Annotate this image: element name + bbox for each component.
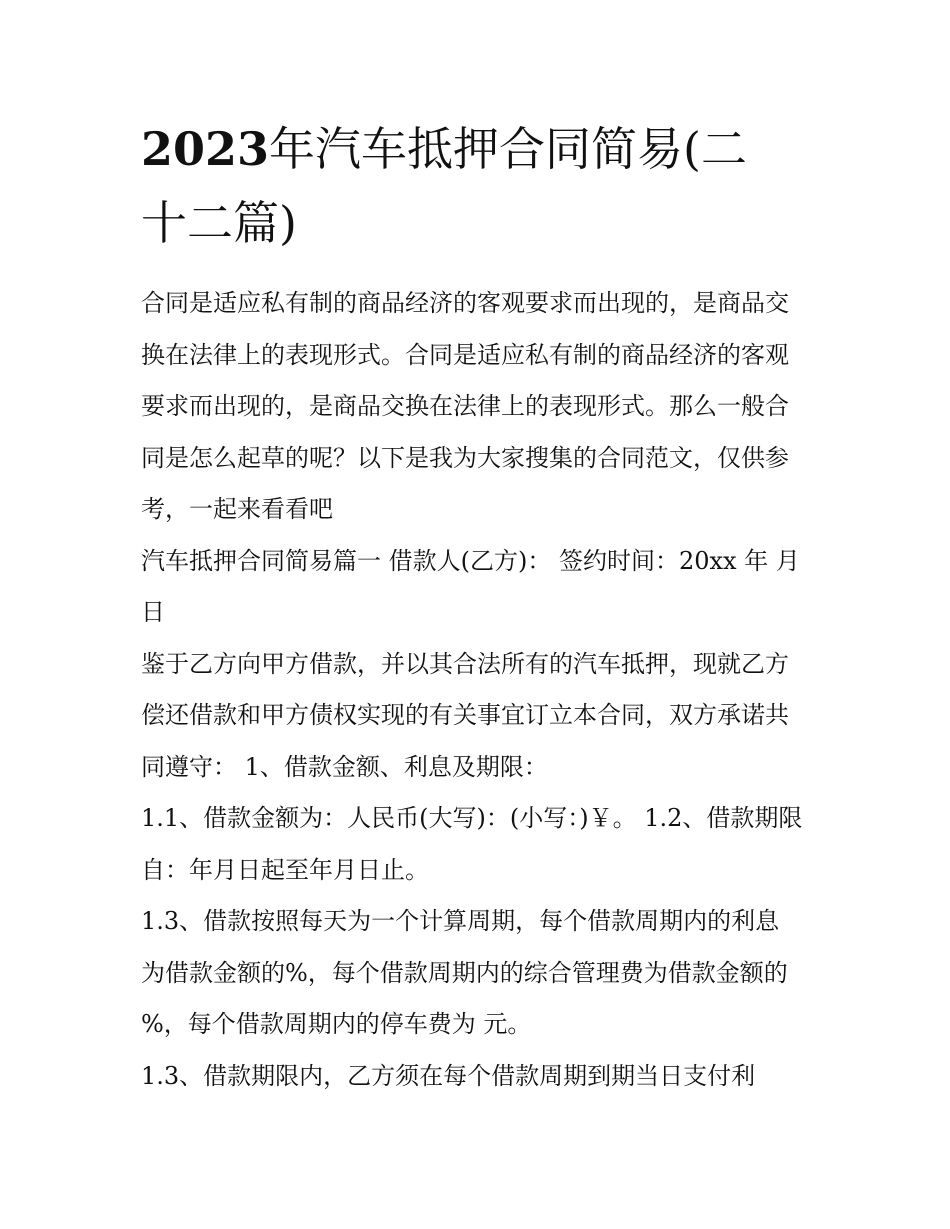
paragraph-preamble: [141, 639, 821, 794]
text-line: 鉴于乙方向甲方借款，并以其合法所有的汽车抵押，现就乙方: [141, 649, 789, 678]
text-line: 同遵守： 1、借款金额、利息及期限：: [141, 752, 548, 781]
title-line-1: [141, 112, 821, 186]
text-line: 偿还借款和甲方债权实现的有关事宜订立本合同，双方承诺共: [141, 701, 789, 729]
paragraph-clause-1-1: [141, 793, 821, 896]
title-year: 2023: [141, 122, 270, 176]
text-line: 要求而出现的，是商品交换在法律上的表现形式。那么一般合: [141, 392, 789, 420]
text-line: 汽车抵押合同简易篇一 借款人(乙方)： 签约时间：20xx 年 月: [141, 546, 800, 575]
text-line: 为借款金额的%，每个借款周期内的综合管理费为借款金额的: [141, 958, 788, 987]
title-line-2: 十二篇): [141, 196, 297, 250]
text-line: 日: [141, 598, 165, 626]
text-line: 考，一起来看看吧: [141, 495, 333, 523]
text-line: 自：年月日起至年月日止。: [141, 855, 429, 884]
text-line: 合同是适应私有制的商品经济的客观要求而出现的，是商品交: [141, 289, 789, 317]
paragraph-section-header: [141, 536, 821, 639]
text-line: 1.1、借款金额为：人民币(大写)：(小写：)￥。 1.2、借款期限: [141, 804, 803, 832]
document-body: [141, 278, 821, 1102]
text-line: 换在法律上的表现形式。合同是适应私有制的商品经济的客观: [141, 340, 789, 369]
paragraph-clause-1-3: [141, 896, 821, 1051]
document-title: [141, 112, 821, 260]
title-text-1: 年汽车抵押合同简易(二: [269, 122, 747, 176]
paragraph-intro: [141, 278, 821, 536]
text-line: 1.3、借款按照每天为一个计算周期，每个借款周期内的利息: [141, 907, 780, 935]
text-line: 同是怎么起草的呢？以下是我为大家搜集的合同范文，仅供参: [141, 443, 789, 472]
text-line: 1.3、借款期限内，乙方须在每个借款周期到期当日支付利: [141, 1061, 756, 1090]
document-page: [141, 112, 821, 1102]
text-line: %，每个借款周期内的停车费为 元。: [141, 1010, 532, 1038]
paragraph-clause-1-3b: [141, 1051, 821, 1103]
